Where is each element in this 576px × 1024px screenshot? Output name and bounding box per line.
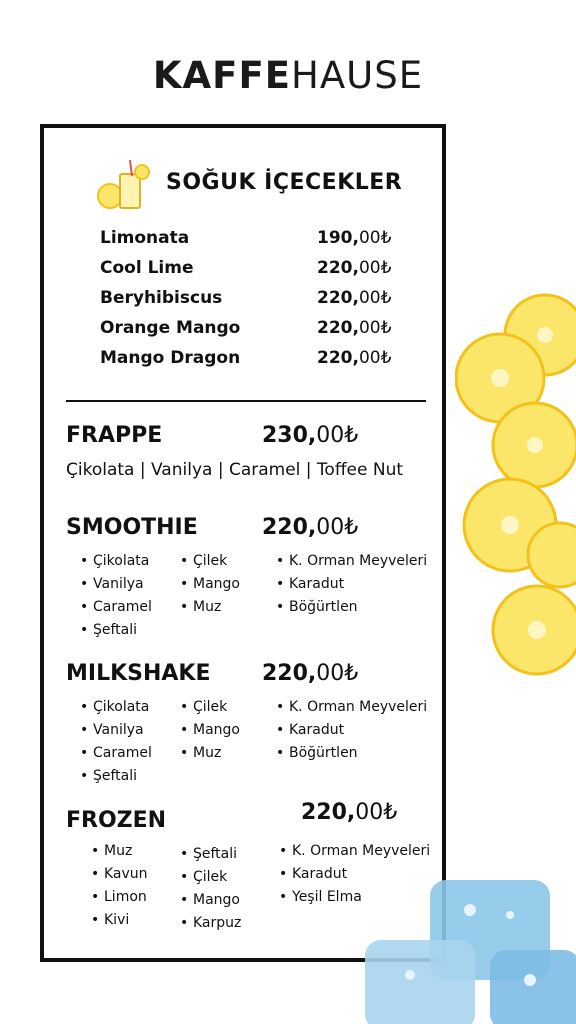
list-item: • Çikolata [80,550,152,573]
list-item: • Şeftali [80,765,152,788]
drink-price-main: 220, [317,258,359,278]
list-item: • Karadut [279,863,430,886]
drink-row [100,348,400,378]
smoothie-col-2 [180,550,240,619]
milkshake-col-1 [80,696,152,788]
drink-price [317,258,391,278]
milkshake-col-3 [276,696,427,765]
lemonade-glass-icon [96,160,154,212]
drink-name: Limonata [100,228,190,248]
frappe-flavors: Çikolata | Vanilya | Caramel | Toffee Nut [66,460,404,480]
list-item: • Şeftali [80,619,152,642]
drink-price [317,228,391,248]
cold-drinks-list [100,228,400,378]
drink-price-cents: 00₺ [358,258,392,278]
list-item: • Mango [180,889,241,912]
frozen-title: FROZEN [66,808,167,833]
frozen-col-2 [180,843,241,935]
frozen-col-3 [279,840,430,909]
drink-price-cents: 00₺ [358,228,392,248]
drink-price [317,318,391,338]
list-item: • Çilek [180,696,240,719]
list-item: • Kivi [91,909,148,932]
frozen-price-cents: 00₺ [355,800,398,825]
list-item: • Çilek [180,866,241,889]
brand-logo-bold: KAFFE [152,54,292,97]
drink-name: Mango Dragon [100,348,241,368]
list-item: • Limon [91,886,148,909]
drink-row [100,318,400,348]
drink-price-cents: 00₺ [358,288,392,308]
drink-row [100,228,400,258]
drink-price-main: 220, [317,288,359,308]
drink-price-cents: 00₺ [358,318,392,338]
frozen-price [301,800,397,825]
milkshake-price-main: 220, [262,661,317,686]
list-item: • Mango [180,719,240,742]
list-item: • Mango [180,573,240,596]
brand-logo-light: HAUSE [291,54,424,97]
milkshake-price-cents: 00₺ [316,661,359,686]
frappe-title: FRAPPE [66,423,163,448]
brand-logo [0,54,576,97]
drink-row [100,258,400,288]
list-item: • Şeftali [180,843,241,866]
section-divider [66,400,426,402]
frappe-price-main: 230, [262,423,317,448]
list-item: • Çilek [180,550,240,573]
list-item: • Çikolata [80,696,152,719]
list-item: • Karadut [276,719,427,742]
cold-drinks-title: SOĞUK İÇECEKLER [166,170,403,195]
frappe-price-cents: 00₺ [316,423,359,448]
list-item: • Kavun [91,863,148,886]
drink-name: Orange Mango [100,318,241,338]
list-item: • Karpuz [180,912,241,935]
lemon-slices-image [455,290,576,680]
list-item: • Karadut [276,573,427,596]
smoothie-title: SMOOTHIE [66,515,198,540]
list-item: • Muz [180,596,240,619]
frozen-price-main: 220, [301,800,356,825]
drink-name: Beryhibiscus [100,288,223,308]
drink-price-cents: 00₺ [358,348,392,368]
smoothie-price-main: 220, [262,515,317,540]
milkshake-col-2 [180,696,240,765]
list-item: • Böğürtlen [276,742,427,765]
drink-price [317,348,391,368]
drink-price-main: 220, [317,318,359,338]
list-item: • Caramel [80,742,152,765]
drink-row [100,288,400,318]
smoothie-col-3 [276,550,427,619]
list-item: • K. Orman Meyveleri [279,840,430,863]
frozen-col-1 [91,840,148,932]
list-item: • K. Orman Meyveleri [276,696,427,719]
list-item: • K. Orman Meyveleri [276,550,427,573]
list-item: • Vanilya [80,719,152,742]
frappe-price [262,423,358,448]
drink-name: Cool Lime [100,258,194,278]
drink-price-main: 220, [317,348,359,368]
smoothie-price [262,515,358,540]
list-item: • Yeşil Elma [279,886,430,909]
cold-drinks-header [96,160,436,216]
list-item: • Vanilya [80,573,152,596]
list-item: • Caramel [80,596,152,619]
smoothie-col-1 [80,550,152,642]
smoothie-price-cents: 00₺ [316,515,359,540]
milkshake-price [262,661,358,686]
list-item: • Muz [91,840,148,863]
milkshake-title: MILKSHAKE [66,661,211,686]
drink-price-main: 190, [317,228,359,248]
drink-price [317,288,391,308]
list-item: • Böğürtlen [276,596,427,619]
list-item: • Muz [180,742,240,765]
